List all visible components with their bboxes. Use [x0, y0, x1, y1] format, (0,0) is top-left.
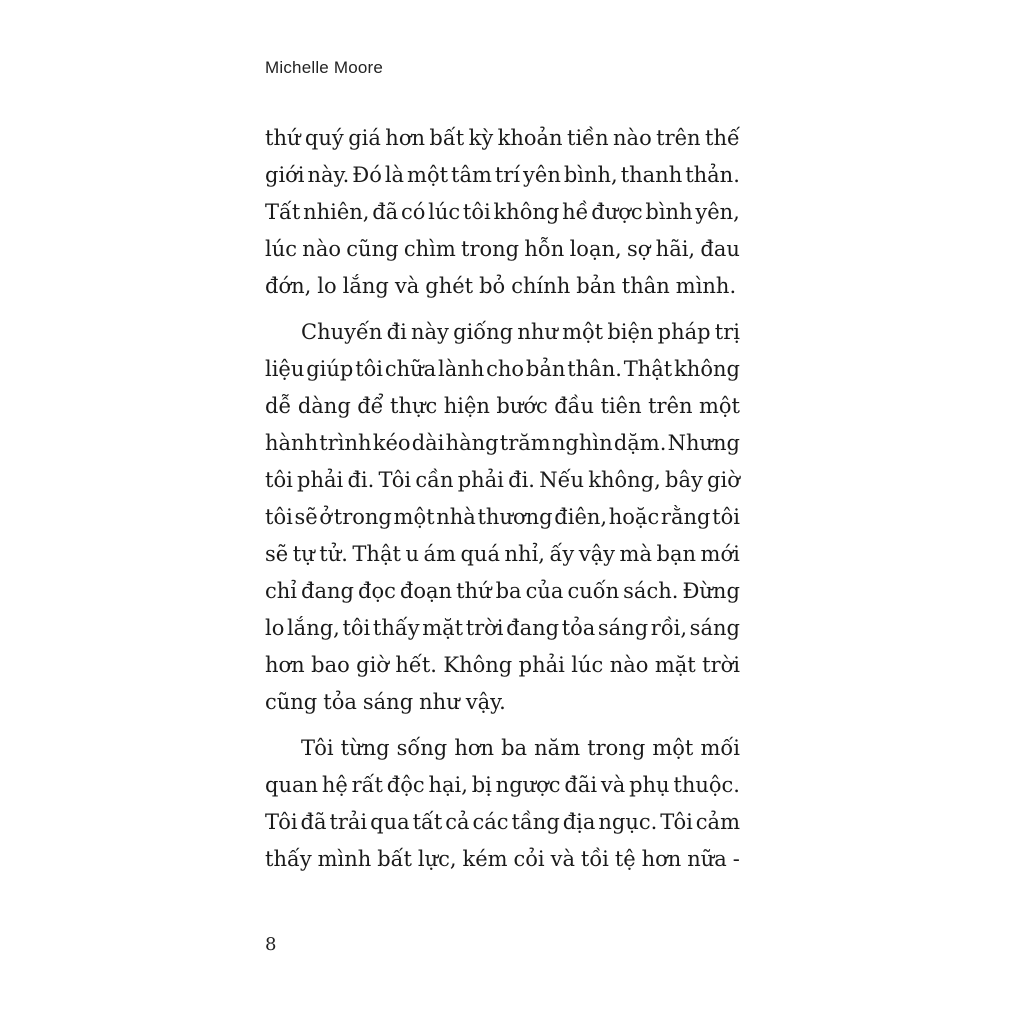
text-line: Tôi đã trải qua tất cả các tầng địa ngục. Tôi cảm: [265, 810, 740, 834]
paragraph: [265, 314, 740, 721]
page-number: 8: [265, 934, 277, 955]
text-line: Tôi từng sống hơn ba năm trong một mối: [301, 736, 740, 760]
text-line: lúc nào cũng chìm trong hỗn loạn, sợ hãi, đau: [265, 237, 740, 261]
body-text: [265, 120, 740, 887]
text-line: quan hệ rất độc hại, bị ngược đãi và phụ thuộc.: [265, 773, 740, 797]
text-line: thấy mình bất lực, kém cỏi và tồi tệ hơn nữa -: [265, 847, 740, 871]
paragraph: [265, 120, 740, 305]
text-line: Chuyến đi này giống như một biện pháp trị: [301, 320, 740, 344]
text-line: hơn bao giờ hết. Không phải lúc nào mặt trời: [265, 653, 740, 677]
running-header-author: Michelle Moore: [265, 58, 384, 77]
text-line: Tất nhiên, đã có lúc tôi không hề được bình yên,: [265, 200, 740, 224]
paragraph: [265, 730, 740, 878]
text-line: tôi phải đi. Tôi cần phải đi. Nếu không, bây giờ: [265, 468, 740, 492]
text-line: chỉ đang đọc đoạn thứ ba của cuốn sách. Đừng: [265, 579, 740, 603]
text-line: tôi sẽ ở trong một nhà thương điên, hoặc rằng tôi: [265, 505, 740, 529]
text-line: hành trình kéo dài hàng trăm nghìn dặm. Nhưng: [265, 431, 740, 455]
text-line: liệu giúp tôi chữa lành cho bản thân. Thật không: [265, 357, 740, 381]
text-line: giới này. Đó là một tâm trí yên bình, thanh thản.: [265, 163, 740, 187]
text-line: đớn, lo lắng và ghét bỏ chính bản thân mình.: [265, 274, 737, 298]
text-line: cũng tỏa sáng như vậy.: [265, 690, 506, 714]
text-line: thứ quý giá hơn bất kỳ khoản tiền nào trên thế: [265, 126, 740, 150]
text-line: dễ dàng để thực hiện bước đầu tiên trên một: [265, 394, 740, 418]
text-line: sẽ tự tử. Thật u ám quá nhỉ, ấy vậy mà bạn mới: [265, 542, 740, 566]
text-line: lo lắng, tôi thấy mặt trời đang tỏa sáng rồi, sáng: [265, 616, 740, 640]
